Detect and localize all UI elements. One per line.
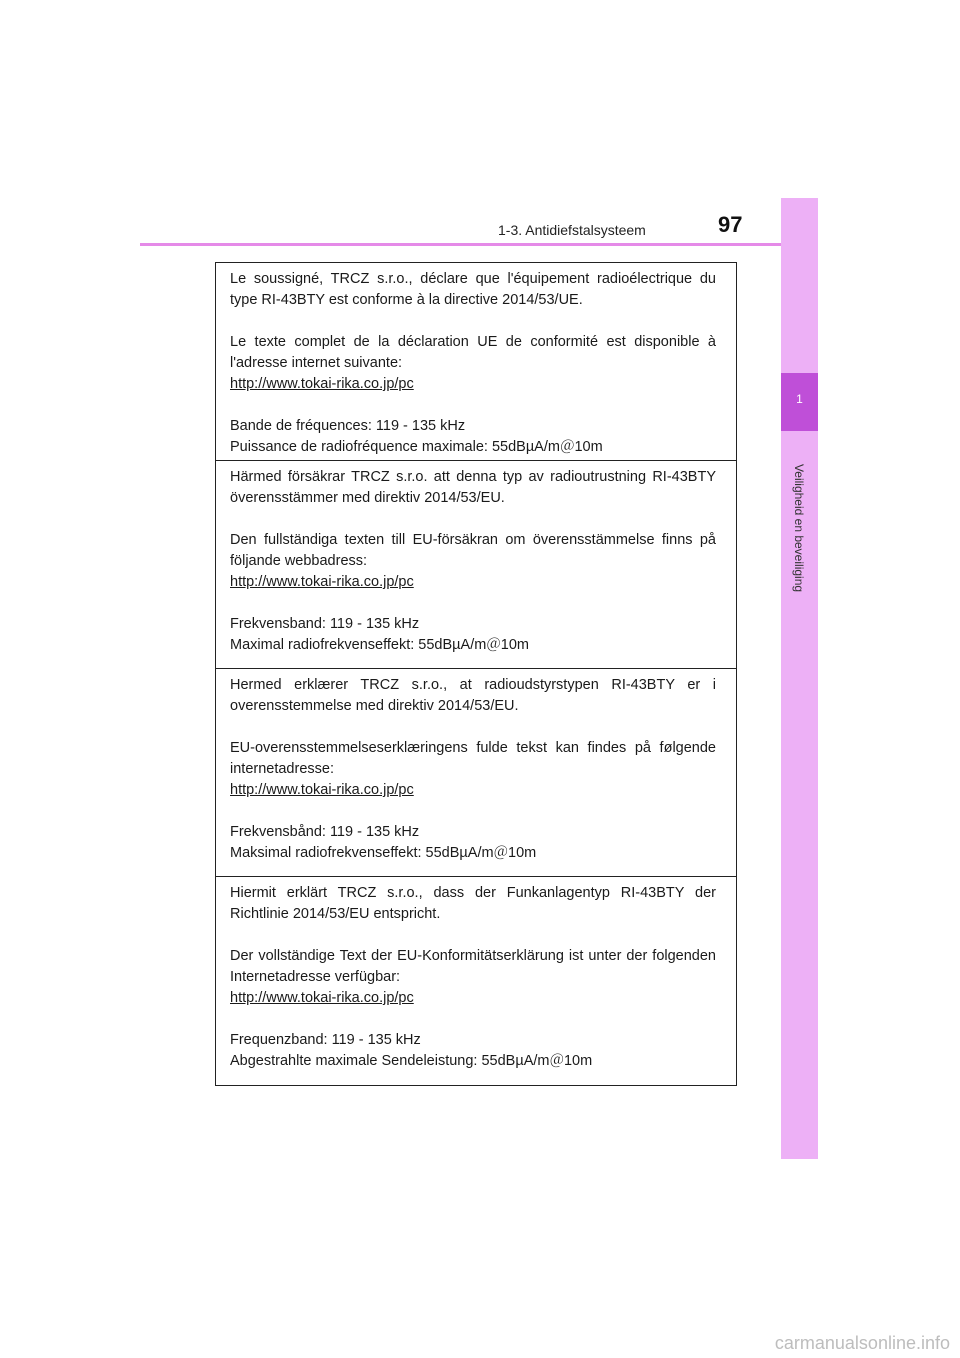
declaration-block-french: [216, 263, 736, 461]
declaration-url-link[interactable]: http://www.tokai-rika.co.jp/pc: [230, 990, 414, 1006]
declaration-availability: Der vollständige Text der EU-Konformitätserklärung ist unter der folgenden Internetadresse verfügbar:: [230, 948, 716, 985]
declaration-availability: EU-overensstemmelseserklæringens fulde tekst kan findes på følgende internetadresse:: [230, 740, 716, 777]
frequency-band: Bande de fréquences: 119 - 135 kHz: [230, 418, 466, 434]
max-power: Abgestrahlte maximale Sendeleistung: 55dBµA/m＠10m: [230, 1053, 593, 1069]
declaration-url-link[interactable]: http://www.tokai-rika.co.jp/pc: [230, 574, 414, 590]
frequency-band: Frequenzband: 119 - 135 kHz: [230, 1032, 421, 1048]
max-power: Maksimal radiofrekvenseffekt: 55dBµA/m＠10m: [230, 845, 537, 861]
declaration-availability: Le texte complet de la déclaration UE de conformité est disponible à l'adresse internet suivante:: [230, 334, 716, 371]
chapter-side-tab: [781, 198, 818, 1159]
section-title: 1-3. Antidiefstalsysteem: [498, 222, 646, 238]
declaration-intro: Härmed försäkrar TRCZ s.r.o. att denna typ av radioutrustning RI-43BTY överensstämmer med direktiv 2014/53/EU.: [230, 469, 716, 506]
declaration-url-link[interactable]: http://www.tokai-rika.co.jp/pc: [230, 376, 414, 392]
declaration-block-german: [216, 877, 736, 1085]
frequency-band: Frekvensband: 119 - 135 kHz: [230, 616, 420, 632]
max-power: Maximal radiofrekvenseffekt: 55dBµA/m＠10m: [230, 637, 530, 653]
frequency-band: Frekvensbånd: 119 - 135 kHz: [230, 824, 420, 840]
watermark-text: carmanualsonline.info: [774, 1333, 950, 1353]
page-number: 97: [718, 212, 743, 237]
declaration-frame: [215, 262, 737, 1086]
chapter-number: 1: [796, 392, 803, 406]
declaration-intro: Hermed erklærer TRCZ s.r.o., at radioudstyrstypen RI-43BTY er i overensstemmelse med direktiv 2014/53/EU.: [230, 677, 716, 714]
declaration-intro: Hiermit erklärt TRCZ s.r.o., dass der Funkanlagentyp RI-43BTY der Richtlinie 2014/53/EU entspricht.: [230, 885, 716, 922]
declaration-block-swedish: [216, 461, 736, 669]
chapter-label: Veiligheid en beveiliging: [792, 463, 806, 593]
max-power: Puissance de radiofréquence maximale: 55dBµA/m＠10m: [230, 439, 603, 455]
declaration-block-danish: [216, 669, 736, 877]
declaration-availability: Den fullständiga texten till EU-försäkran om överensstämmelse finns på följande webbadress:: [230, 532, 716, 569]
header-rule: [140, 243, 818, 246]
declaration-intro: Le soussigné, TRCZ s.r.o., déclare que l'équipement radioélectrique du type RI-43BTY est conforme à la directive 2014/53/UE.: [230, 271, 716, 308]
declaration-url-link[interactable]: http://www.tokai-rika.co.jp/pc: [230, 782, 414, 798]
